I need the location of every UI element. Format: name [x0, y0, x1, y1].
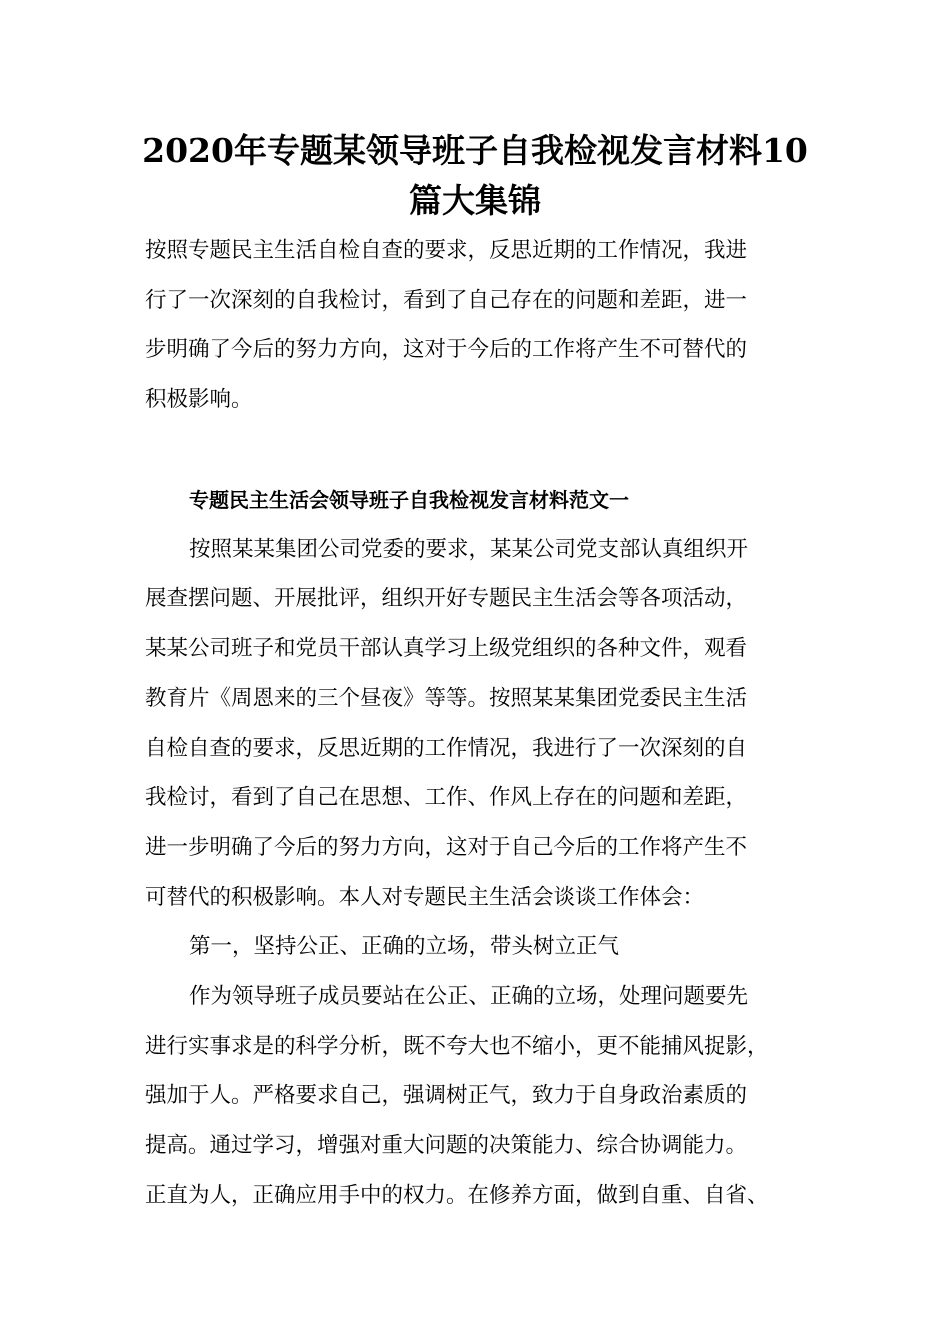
- intro-line: 积极影响。: [145, 387, 253, 412]
- point-line: 提高。通过学习，增强对重大问题的决策能力、综合协调能力。: [145, 1133, 748, 1158]
- document-title-line-1: 2020年专题某领导班子自我检视发言材料10: [142, 131, 808, 170]
- intro-line: 步明确了今后的努力方向，这对于今后的工作将产生不可替代的: [145, 337, 748, 362]
- body-line: 按照某某集团公司党委的要求，某某公司党支部认真组织开: [189, 537, 749, 562]
- intro-line: 行了一次深刻的自我检讨，看到了自己存在的问题和差距，进一: [145, 288, 748, 313]
- body-line: 某某公司班子和党员干部认真学习上级党组织的各种文件，观看: [145, 636, 748, 661]
- point-line: 进行实事求是的科学分析，既不夸大也不缩小，更不能捕风捉影，: [145, 1034, 769, 1059]
- point-line: 正直为人，正确应用手中的权力。在修养方面，做到自重、自省、: [145, 1183, 769, 1208]
- point-heading: 第一，坚持公正、正确的立场，带头树立正气: [189, 934, 620, 959]
- document-title-line-2: 篇大集锦: [409, 181, 541, 220]
- point-line: 强加于人。严格要求自己，强调树正气，致力于自身政治素质的: [145, 1083, 748, 1108]
- body-line: 展查摆问题、开展批评，组织开好专题民主生活会等各项活动，: [145, 586, 748, 611]
- body-line: 我检讨，看到了自己在思想、工作、作风上存在的问题和差距，: [145, 785, 748, 810]
- point-line: 作为领导班子成员要站在公正、正确的立场，处理问题要先: [189, 984, 749, 1009]
- body-line: 可替代的积极影响。本人对专题民主生活会谈谈工作体会：: [145, 885, 705, 910]
- body-line: 教育片《周恩来的三个昼夜》等等。按照某某集团党委民主生活: [145, 686, 748, 711]
- section-heading: 专题民主生活会领导班子自我检视发言材料范文一: [189, 488, 629, 512]
- body-line: 自检自查的要求，反思近期的工作情况，我进行了一次深刻的自: [145, 736, 748, 761]
- body-line: 进一步明确了今后的努力方向，这对于自己今后的工作将产生不: [145, 835, 748, 860]
- intro-line: 按照专题民主生活自检自查的要求，反思近期的工作情况，我进: [145, 238, 748, 263]
